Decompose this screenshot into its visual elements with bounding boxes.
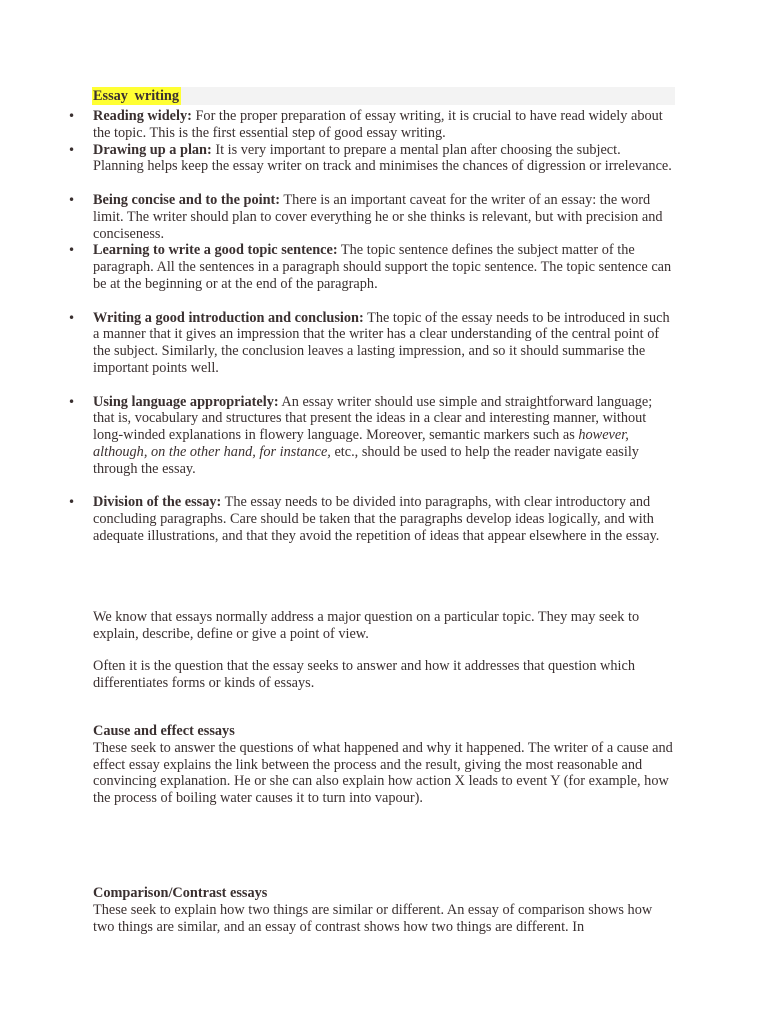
essay-tips-list — [93, 108, 675, 545]
item-text: The essay needs to be divided into paragraphs, with clear introductory and concluding paragraphs. Care should be taken that the paragraphs develop ideas logically, and with adequate illustrations, and that they avoid the repetition of ideas that appear elsewhere in the essay. — [93, 494, 660, 544]
item-term: Drawing up a plan: — [93, 141, 212, 158]
item-term: Learning to write a good topic sentence: — [93, 242, 338, 259]
item-term: Reading widely: — [93, 108, 192, 124]
list-item — [93, 494, 675, 544]
item-text-after: etc., should be used to help the reader navigate easily through the essay. — [93, 443, 639, 477]
item-term: Being concise and to the point: — [93, 191, 281, 208]
intro-paragraph-1: We know that essays normally address a major question on a particular topic. They may seek to explain, describe, define or give a point of view. — [93, 609, 640, 642]
item-text: It is very important to prepare a mental plan after choosing the subject. Planning helps keep the essay writer on track and minimises the chances of digression or irrelevance. — [93, 141, 672, 175]
item-italic-markers: however, although, on the other hand, for instance, — [93, 427, 629, 460]
section-text: These seek to explain how two things are similar or different. An essay of comparison shows how two things are similar, and an essay of contrast shows how two things are different. In — [93, 901, 653, 935]
comparison-section — [93, 885, 675, 935]
item-term: Division of the essay: — [93, 494, 222, 511]
list-item — [93, 108, 675, 142]
list-item — [93, 192, 675, 242]
section-heading: Cause and effect essays — [93, 723, 235, 739]
item-text: For the proper preparation of essay writing, it is crucial to have read widely about the topic. This is the first essential step of good essay writing. — [93, 108, 663, 141]
list-item — [93, 142, 675, 176]
intro-paragraph-2: Often it is the question that the essay seeks to answer and how it addresses that question which differentiates forms or kinds of essays. — [93, 658, 635, 691]
item-text: The topic of the essay needs to be introduced in such a manner that it gives an impression that the writer has a clear understanding of the central point of the subject. Similarly, the conclusion leaves a lasting impression, and so it should summarise the important points well. — [93, 309, 670, 376]
document-title: Essay writing — [93, 88, 180, 104]
item-text: The topic sentence defines the subject matter of the paragraph. All the sentences in a paragraph should support the topic sentence. The topic sentence can be at the beginning or at the end of the paragraph. — [93, 242, 672, 292]
title-band — [92, 87, 675, 105]
list-item — [93, 242, 675, 292]
item-text: An essay writer should use simple and straightforward language; that is, vocabulary and structures that present the ideas in a clear and interesting manner, without long-winded explanations in flowery language. Moreover, semantic markers such as — [93, 393, 653, 444]
list-item — [93, 310, 675, 377]
list-item — [93, 394, 675, 478]
item-term: Writing a good introduction and conclusion: — [93, 309, 364, 326]
section-heading: Comparison/Contrast essays — [93, 885, 268, 901]
item-text: There is an important caveat for the writer of an essay: the word limit. The writer should plan to cover everything he or she thinks is relevant, but with precision and conciseness. — [93, 191, 663, 242]
section-text: These seek to answer the questions of what happened and why it happened. The writer of a cause and effect essay explains the link between the process and the result, giving the most reasonable and convincing explanation. He or she can also explain how action X leads to event Y (for example, how the process of boiling water causes it to turn into vapour). — [93, 739, 673, 807]
cause-effect-section — [93, 723, 675, 807]
item-term: Using language appropriately: — [93, 393, 279, 410]
